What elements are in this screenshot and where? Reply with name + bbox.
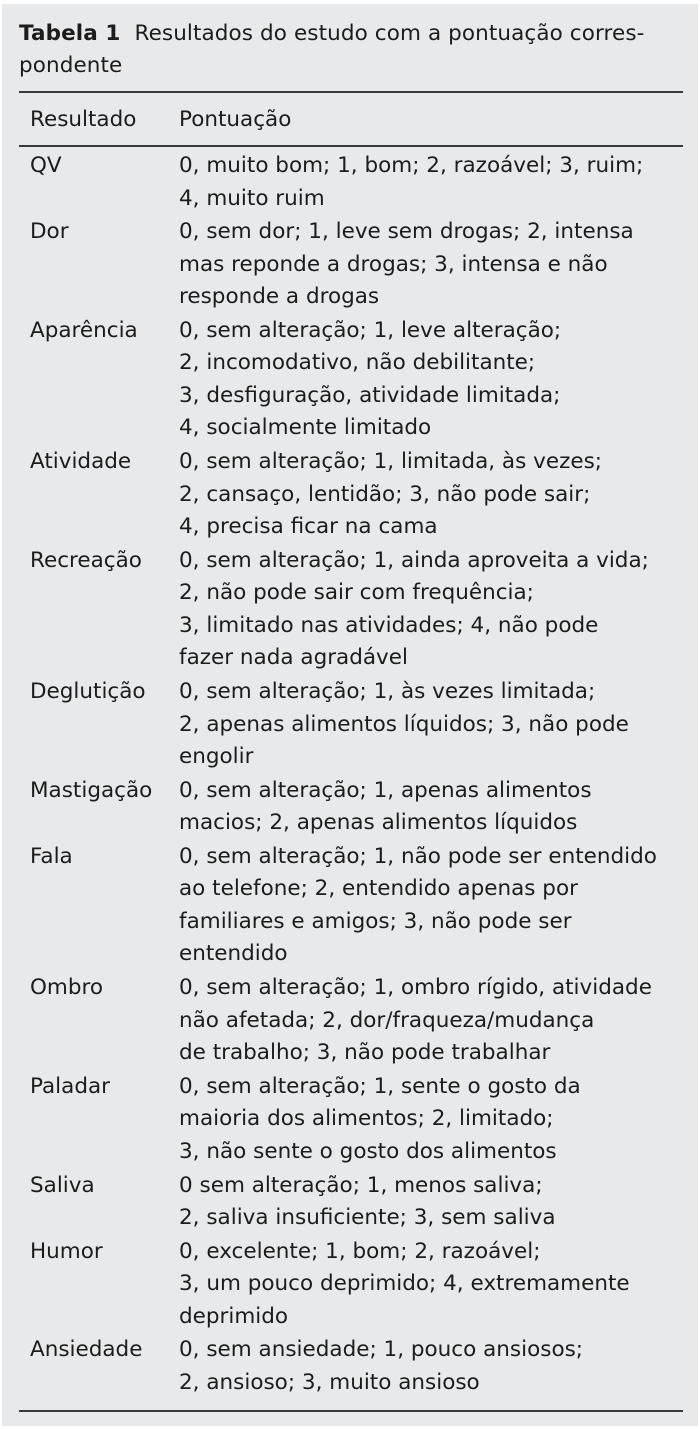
row-score — [179, 972, 679, 1070]
row-score-line: mas reponde a drogas; 3, intensa e não — [179, 251, 608, 277]
header-rule — [19, 145, 683, 147]
row-result: Dor — [30, 219, 69, 245]
table-title-line1: Resultados do estudo com a pontuação corres- — [134, 21, 645, 46]
row-score-line: 0, sem alteração; 1, não pode ser entendido — [179, 843, 657, 869]
row-score-line: fazer nada agradável — [179, 645, 408, 671]
row-score — [179, 150, 679, 215]
row-score — [179, 1170, 679, 1235]
row-score-line: 3, um pouco deprimido; 4, extremamente — [179, 1271, 630, 1297]
row-score-line: 0, sem alteração; 1, sente o gosto da — [179, 1073, 581, 1099]
row-score-line: 0, sem alteração; 1, apenas alimentos — [179, 777, 592, 803]
row-result: Ombro — [30, 975, 104, 1001]
row-score-line: 4, muito ruim — [179, 185, 325, 211]
row-score — [179, 216, 679, 314]
row-score-line: 2, apenas alimentos líquidos; 3, não pode — [179, 711, 629, 737]
row-score-line: 0, excelente; 1, bom; 2, razoável; — [179, 1238, 541, 1264]
row-score-line: familiares e amigos; 3, não pode ser — [179, 908, 572, 934]
row-score-line: 0, sem alteração; 1, às vezes limitada; — [179, 679, 596, 704]
row-result: Mastigação — [30, 777, 153, 803]
row-score-line: 0, sem dor; 1, leve sem drogas; 2, intensa — [179, 219, 634, 245]
row-score — [179, 315, 679, 445]
row-score-line: 4, socialmente limitado — [179, 415, 432, 441]
table-header — [19, 104, 683, 144]
table-title-line2: pondente — [19, 53, 123, 78]
row-score-line: 0, sem alteração; 1, limitada, às vezes; — [179, 449, 603, 475]
row-score — [179, 1236, 679, 1334]
row-score-line: 2, incomodativo, não debilitante; — [179, 350, 536, 376]
row-score-line: 3, desfiguração, atividade limitada; — [179, 382, 561, 408]
row-result: Recreação — [30, 547, 142, 573]
row-score — [179, 1071, 679, 1169]
row-score — [179, 676, 679, 774]
header-result: Resultado — [30, 107, 137, 132]
row-score-line: 2, não pode sair com frequência; — [179, 580, 534, 606]
row-score-line: 0, sem alteração; 1, ainda aproveita a vida; — [179, 547, 649, 573]
table-panel — [2, 4, 698, 1426]
row-result: Fala — [30, 843, 73, 869]
row-score-line: 3, limitado nas atividades; 4, não pode — [179, 612, 599, 638]
top-rule — [19, 91, 683, 93]
row-score-line: deprimido — [179, 1303, 289, 1329]
row-score-line: 0, muito bom; 1, bom; 2, razoável; 3, ruim; — [179, 153, 644, 178]
row-score-line: ao telefone; 2, entendido apenas por — [179, 876, 578, 902]
table-label: Tabela 1 — [19, 21, 121, 46]
row-score — [179, 446, 679, 544]
header-score: Pontuação — [179, 107, 292, 132]
row-score-line: entendido — [179, 941, 288, 967]
row-score — [179, 545, 679, 675]
row-result: Deglutição — [30, 679, 146, 704]
row-result: Aparência — [30, 317, 138, 343]
row-score-line: 4, precisa ficar na cama — [179, 514, 438, 540]
row-result: Atividade — [30, 449, 132, 475]
row-score-line: 2, ansioso; 3, muito ansioso — [179, 1369, 480, 1395]
row-result: Paladar — [30, 1073, 110, 1099]
row-score-line: 3, não sente o gosto dos alimentos — [179, 1138, 557, 1164]
row-score — [179, 841, 679, 971]
row-result: Humor — [30, 1238, 103, 1264]
row-score-line: 0, sem alteração; 1, ombro rígido, atividade — [179, 975, 652, 1001]
row-score-line: de trabalho; 3, não pode trabalhar — [179, 1040, 551, 1066]
row-score-line: 2, saliva insuficiente; 3, sem saliva — [179, 1205, 556, 1230]
row-result: Saliva — [30, 1172, 95, 1198]
row-score-line: maioria dos alimentos; 2, limitado; — [179, 1106, 554, 1132]
bottom-rule — [19, 1410, 683, 1412]
row-score-line: macios; 2, apenas alimentos líquidos — [179, 810, 578, 836]
table-caption — [19, 18, 683, 82]
row-score-line: 0 sem alteração; 1, menos saliva; — [179, 1172, 543, 1198]
row-score-line: 0, sem alteração; 1, leve alteração; — [179, 317, 562, 343]
row-result: Ansiedade — [30, 1337, 143, 1363]
row-result: QV — [30, 153, 62, 178]
row-score-line: não afetada; 2, dor/fraqueza/mudança — [179, 1007, 595, 1033]
row-score-line: 2, cansaço, lentidão; 3, não pode sair; — [179, 481, 591, 507]
row-score-line: engolir — [179, 744, 254, 769]
row-score-line: 0, sem ansiedade; 1, pouco ansiosos; — [179, 1337, 584, 1363]
row-score — [179, 775, 679, 840]
row-score-line: responde a drogas — [179, 284, 380, 310]
row-score — [179, 1334, 679, 1399]
